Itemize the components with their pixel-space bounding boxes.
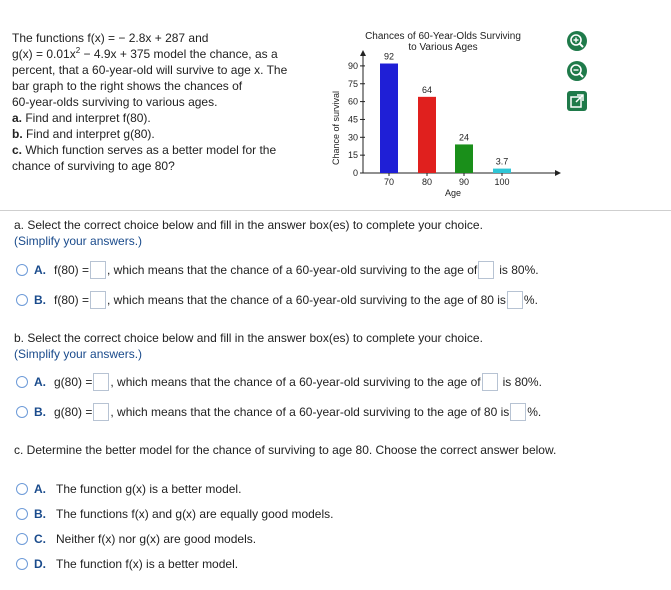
radio-button[interactable]	[16, 483, 28, 495]
bar-value-label: 92	[383, 51, 395, 62]
part-a-simplify-note: (Simplify your answers.)	[14, 234, 143, 248]
chart-axes	[348, 50, 561, 187]
choice-middle: , which means that the chance of a 60-year-old surviving to the age of	[110, 375, 481, 389]
choice-text: The functions f(x) and g(x) are equally good models.	[56, 507, 334, 521]
part-b-text: Find and interpret g(80).	[22, 127, 155, 141]
x-tick-label: 70	[383, 177, 395, 187]
zoom-out-icon[interactable]	[566, 60, 588, 82]
survival-bar-chart	[325, 28, 565, 208]
choice-prefix: f(80) =	[54, 263, 90, 277]
part-b-label: b.	[12, 127, 23, 141]
bar-value-label: 24	[458, 132, 470, 143]
choice-text: The function f(x) is a better model.	[56, 557, 239, 571]
part-a-instruction: a. Select the correct choice below and fill in the answer box(es) to complete your choice.	[14, 218, 483, 232]
choice-suffix: %.	[527, 405, 542, 419]
part-a-choice-a[interactable]	[16, 260, 539, 280]
radio-button[interactable]	[16, 264, 28, 276]
g-function-start: g(x) = 0.01x	[12, 47, 76, 61]
x-tick-label: 80	[421, 177, 433, 187]
bar-90	[455, 144, 473, 173]
bar-value-label: 3.7	[495, 156, 509, 167]
answer-box-g80[interactable]	[93, 403, 109, 421]
radio-button[interactable]	[16, 558, 28, 570]
y-tick-label: 30	[347, 132, 358, 143]
bar-80	[418, 97, 436, 173]
figure-tools	[566, 30, 590, 120]
choice-letter: B.	[34, 293, 46, 307]
g-function-end: − 4.9x + 375 model the chance, as a	[80, 47, 278, 61]
x-tick-label: 90	[458, 177, 470, 187]
y-tick-label: 15	[347, 150, 358, 161]
part-c-choice-d[interactable]	[16, 555, 238, 573]
y-tick-label: 75	[347, 78, 358, 89]
part-b-instructions	[14, 330, 483, 362]
part-a-question	[12, 110, 312, 126]
answer-box-age[interactable]	[478, 261, 494, 279]
choice-letter: D.	[34, 557, 46, 571]
x-tick-label: 100	[494, 177, 510, 187]
part-b-choice-b[interactable]	[16, 402, 541, 422]
part-a-instructions	[14, 217, 483, 249]
y-tick-label: 0	[352, 168, 358, 178]
radio-button[interactable]	[16, 376, 28, 388]
part-c-instruction: c. Determine the better model for the chance of surviving to age 80. Choose the correct answer below.	[14, 443, 557, 457]
problem-line: chance of surviving to age 80?	[12, 159, 175, 173]
choice-text: The function g(x) is a better model.	[56, 482, 242, 496]
bar-100	[493, 169, 511, 173]
chart-subtitle: to Various Ages	[408, 42, 478, 53]
radio-button[interactable]	[16, 508, 28, 520]
part-b-question	[12, 126, 312, 142]
part-c-text: Which function serves as a better model for the	[22, 143, 277, 157]
part-a-choice-b[interactable]	[16, 290, 538, 310]
part-c-question	[12, 142, 312, 158]
answer-box-percent[interactable]	[507, 291, 523, 309]
chart-svg	[325, 28, 565, 208]
y-axis-label: Chance of survival	[331, 90, 341, 166]
choice-letter: B.	[34, 507, 46, 521]
bar-70	[380, 64, 398, 173]
choice-suffix: is 80%.	[499, 263, 539, 277]
choice-prefix: f(80) =	[54, 293, 90, 307]
open-new-window-icon[interactable]	[566, 90, 588, 112]
choice-suffix: %.	[523, 293, 538, 307]
answer-box-g80[interactable]	[93, 373, 109, 391]
problem-line: bar graph to the right shows the chances of	[12, 79, 243, 93]
choice-letter: B.	[34, 405, 46, 419]
y-tick-label: 90	[347, 60, 358, 71]
part-b-simplify-note: (Simplify your answers.)	[14, 347, 143, 361]
problem-line: The functions f(x) = − 2.8x + 287 and	[12, 31, 209, 45]
choice-middle: , which means that the chance of a 60-year-old surviving to the age of 80 is	[107, 293, 506, 307]
answer-box-f80[interactable]	[90, 261, 106, 279]
y-tick-label: 60	[347, 96, 358, 107]
exponent: 2	[75, 46, 81, 55]
answer-box-f80[interactable]	[90, 291, 106, 309]
bar-value-label: 64	[421, 84, 433, 95]
problem-line	[12, 46, 312, 62]
part-a-text: Find and interpret f(80).	[22, 111, 151, 125]
y-axis-arrow	[360, 50, 366, 56]
x-axis-arrow	[555, 170, 561, 176]
part-b-choice-a[interactable]	[16, 372, 542, 392]
radio-button[interactable]	[16, 406, 28, 418]
choice-prefix: g(80) =	[54, 405, 93, 419]
part-b-instruction: b. Select the correct choice below and fill in the answer box(es) to complete your choice.	[14, 331, 483, 345]
x-axis-label: Age	[444, 188, 462, 198]
problem-line: percent, that a 60-year-old will survive to age x. The	[12, 63, 288, 77]
part-c-choice-a[interactable]	[16, 480, 241, 498]
y-tick-label: 45	[347, 114, 358, 125]
radio-button[interactable]	[16, 294, 28, 306]
choice-middle: , which means that the chance of a 60-year-old surviving to the age of	[107, 263, 478, 277]
part-a-label: a.	[12, 111, 23, 125]
choice-prefix: g(80) =	[54, 375, 93, 389]
part-c-choice-b[interactable]	[16, 505, 333, 523]
radio-button[interactable]	[16, 533, 28, 545]
choice-middle: , which means that the chance of a 60-year-old surviving to the age of 80 is	[110, 405, 510, 419]
chart-bars	[380, 52, 511, 173]
part-c-choice-c[interactable]	[16, 530, 256, 548]
choice-letter: A.	[34, 375, 46, 389]
choice-letter: A.	[34, 263, 46, 277]
problem-line: 60-year-olds surviving to various ages.	[12, 95, 218, 109]
choice-letter: A.	[34, 482, 46, 496]
answer-box-age[interactable]	[482, 373, 498, 391]
choice-letter: C.	[34, 532, 46, 546]
section-divider	[0, 210, 671, 211]
answer-box-percent[interactable]	[510, 403, 526, 421]
problem-statement	[12, 30, 312, 174]
choice-suffix: is 80%.	[502, 375, 542, 389]
part-c-label: c.	[12, 143, 23, 157]
choice-text: Neither f(x) nor g(x) are good models.	[56, 532, 257, 546]
zoom-in-icon[interactable]	[566, 30, 588, 52]
chart-title: Chances of 60-Year-Olds Surviving	[365, 31, 521, 42]
